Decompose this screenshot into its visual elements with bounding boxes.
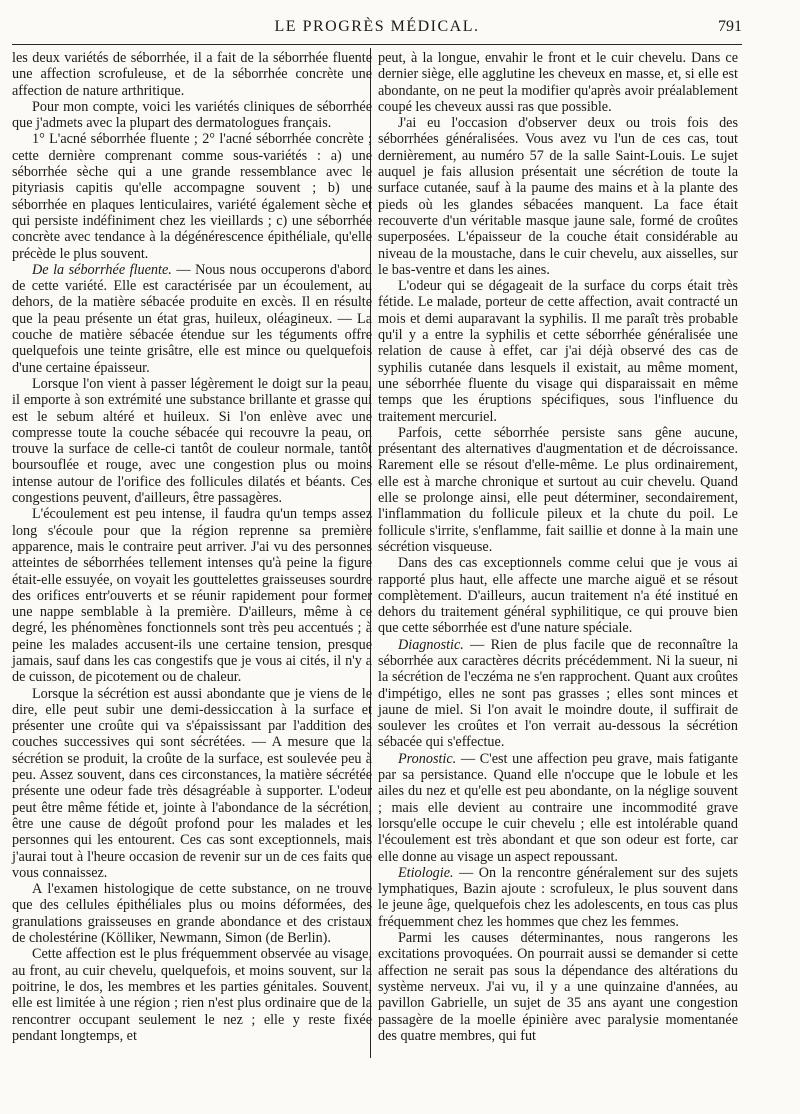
paragraph-text: Cette affection est le plus fréquemment observée au visage, au front, au cuir chevelu, quelquefois, et moins souvent, sur la poitrine, le dos, les membres et les parties génitales. Souvent, elle est limitée à une région ; rien n'est plus ordinaire que de la rencontrer occupant seulement le nez ; elle y reste fixée pendant longtemps, et [12, 946, 372, 1044]
paragraph-text: 1° L'acné séborrhée fluente ; 2° l'acné séborrhée concrète ; cette dernière comprenant comme sous-variétés : a) une séborrhée sèche qui a une grande ressemblance avec le pityriasis capitis qu'elle accompagne souvent ; b) une séborrhée en plaques lenticulaires, variété également sèche et qui persiste indéfiniment chez les vieillards ; c) une séborrhée concrète avec tendance à la dégénérescence épithéliale, qu'elle précède le plus souvent. [12, 131, 372, 262]
paragraph-text: Pour mon compte, voici les variétés cliniques de séborrhée que j'admets avec la plupart des dermatologues français. [12, 98, 372, 132]
paragraph-text: Lorsque la sécrétion est aussi abondante que je viens de le dire, elle peut subir une demi-dessiccation à la surface et présenter une croûte qui va s'épaississant par l'addition des couches successives qui sont sécrétées. — A mesure que la sécrétion se produit, la croûte de la surface, est soulevée peu à peu. Assez souvent, dans ces circonstances, la matière sécrétée présente une odeur fade très désagréable à supporter. L'odeur peut être même fétide et, jointe à l'abondance de la sécrétion, être une cause de dégoût profond pour les malades et les personnes qui les entourent. Ces cas sont exceptionnels, mais j'aurai tout à l'heure occasion de revenir sur un de ces faits que vous connaissez. [12, 685, 372, 881]
paragraph [378, 278, 738, 425]
paragraph [378, 555, 738, 636]
paragraph [378, 751, 738, 865]
paragraph-text: A l'examen histologique de cette substance, on ne trouve que des cellules épithéliales plus ou moins déformées, des granulations graisseuses en grande abondance et des cristaux de cholestérine (Kölliker, Newmann, Simon (de Berlin). [12, 881, 372, 947]
paragraph-text: Dans des cas exceptionnels comme celui que je vous ai rapporté plus haut, elle affecte une marche aiguë et se résout complètement. D'ailleurs, aucun traitement n'a été institué en dehors du traitement général syphilitique, ce qui prouve bien que cette séborrhée est d'une nature spéciale. [378, 555, 738, 637]
paragraph-text: Parfois, cette séborrhée persiste sans gêne aucune, présentant des alternatives d'augmentation et de décroissance. Rarement elle se résout d'elle-même. Le plus ordinairement, elle est à marche chronique et surtout au cuir chevelu. Quand elle se prolonge ainsi, elle peut déterminer, secondairement, l'inflammation du follicule pileux et la chute du poil. Le follicule s'irrite, s'enflamme, fait saillie et donne à la main une sécrétion visqueuse. [378, 424, 738, 555]
paragraph-text: les deux variétés de séborrhée, il a fait de la séborrhée fluente une affection scrofuleuse, et de la séborrhée concrète une affection de nature arthritique. [12, 50, 372, 99]
paragraph-text: J'ai eu l'occasion d'observer deux ou trois fois des séborrhées généralisées. Vous avez vu l'un de ces cas, tout dernièrement, au numéro 57 de la salle Saint-Louis. Le sujet auquel je fais allusion présentait une sécrétion de toute la surface cutanée, sauf à la paume des mains et à la plante des pieds où les glandes sébacées manquent. La face était recouverte d'un véritable masque jaune sale, formé de croûtes superposées. L'épaisseur de la couche était considérable au niveau de la moustache, dans le cuir chevelu, aux aisselles, sur le bas-ventre et dans les aines. [378, 115, 738, 278]
running-title: LE PROGRÈS MÉDICAL. [274, 18, 480, 35]
paragraph [378, 425, 738, 555]
paragraph-text: — Nous nous occuperons d'abord de cette variété. Elle est caractérisée par un écoulement, au dehors, de la matière sébacée produite en excès. Il en résulte que la peau présente un état gras, huileux, oléagineux. — La couche de matière sébacée étendue sur les téguments offre quelquefois une teinte grisâtre, elle est mince ou quelquefois d'une certaine épaisseur. [12, 261, 372, 376]
paragraph [12, 506, 372, 685]
section-heading: De la séborrhée fluente. [32, 261, 172, 278]
paragraph [12, 131, 372, 261]
paragraph [378, 637, 738, 751]
paragraph-text: L'odeur qui se dégageait de la surface du corps était très fétide. Le malade, porteur de cette affection, avait contracté un mois et demi auparavant la syphilis. Il me paraît très probable qu'il y a entre la syphilis et cette séborrhée généralisée une relation de cause à effet, car j'ai déjà observé des cas de syphilis cutanée dans lesquels il existait, au même moment, une séborrhée fluente du visage qui disparaissait en même temps que les éruptions spécifiques, sous l'influence du traitement mercuriel. [378, 278, 738, 425]
right-column [378, 50, 738, 1044]
section-heading: Etiologie. [398, 864, 454, 881]
paragraph [378, 930, 738, 1044]
paragraph-text: Lorsque l'on vient à passer légèrement le doigt sur la peau, il emporte à son extrémité une substance brillante et grasse qui est le sebum altéré et huileux. Si l'on enlève avec une compresse toute la couche sébacée qui recouvre la peau, on trouve la surface de celle-ci tantôt de couleur normale, tantôt boursouflée et rouge, avec une congestion plus ou moins intense autour de l'orifice des follicules dilatés et béants. Ces congestions peuvent, d'ailleurs, être passagères. [12, 375, 372, 507]
paragraph-text: L'écoulement est peu intense, il faudra qu'un temps assez long s'écoule pour que la région reprenne sa première apparence, mais le contraire peut arriver. J'ai vu des personnes atteintes de séborrhées tellement intenses qu'à peine la figure était-elle essuyée, on voyait les gouttelettes graisseuses sourdre des orifices entr'ouverts et se réunir rapidement pour former une nappe semblable à la première. D'ailleurs, même à ce degré, les phénomènes fonctionnels sont très peu accentués ; à peine les malades accusent-ils une certaine tension, presque jamais, sauf dans les cas congestifs que je vous ai cités, il n'y a de cuisson, de picotement ou de chaleur. [12, 506, 372, 686]
paragraph [12, 881, 372, 946]
paragraph [12, 686, 372, 882]
paragraph [12, 99, 372, 132]
paragraph [12, 946, 372, 1044]
paragraph-text: — On la rencontre généralement sur des sujets lymphatiques, Bazin ajoute : scrofuleux, le plus souvent dans le jeune âge, quelquefois chez les adolescents, en tous cas plus fréquemment chez les hommes que chez les femmes. [378, 864, 738, 930]
left-column [12, 50, 372, 1044]
paragraph [12, 50, 372, 99]
paragraph [378, 115, 738, 278]
page-header [12, 14, 742, 45]
paragraph [12, 376, 372, 506]
paragraph [378, 865, 738, 930]
paragraph-text: — C'est une affection peu grave, mais fatigante par sa persistance. Quand elle n'occupe que le lobule et les ailes du nez et qu'elle est peu abondante, on la néglige souvent ; mais elle devient au contraire une incommodité grave lorsqu'elle occupe le cuir chevelu ; elle est intolérable quand l'écoulement est très abondant et que son odeur est forte, car elle donne au visage un aspect repoussant. [378, 750, 738, 865]
paragraph-text: Parmi les causes déterminantes, nous rangerons les excitations provoquées. On pourrait aussi se demander si cette affection ne serait pas sous la dépendance des altérations du système nerveux. J'ai vu, il y a une quinzaine d'années, au pavillon Gabrielle, un sujet de 35 ans ayant une congestion passagère de la moelle épinière avec paralysie momentanée des quatre membres, qui fut [378, 930, 738, 1044]
paragraph-text: — Rien de plus facile que de reconnaître la séborrhée aux caractères décrits précédemment. Ni la sueur, ni la sécrétion de l'eczéma ne s'en rapprochent. Quant aux croûtes d'impétigo, elles ne sont pas grasses ; elles sont minces et jaune de miel. Si l'on avait le moindre doute, il suffirait de soulever les croûtes et l'on verrait au-dessous la sécrétion sébacée qui s'effectue. [378, 636, 738, 751]
paragraph [12, 262, 372, 376]
section-heading: Pronostic. [398, 750, 457, 767]
page-number: 791 [718, 18, 742, 35]
section-heading: Diagnostic. [398, 636, 464, 653]
paragraph [378, 50, 738, 115]
paragraph-text: peut, à la longue, envahir le front et le cuir chevelu. Dans ce dernier siège, elle agglutine les cheveux en masse, et, si elle est abondante, on ne peut la modifier qu'après avoir préalablement coupé les cheveux aussi ras que possible. [378, 50, 738, 115]
